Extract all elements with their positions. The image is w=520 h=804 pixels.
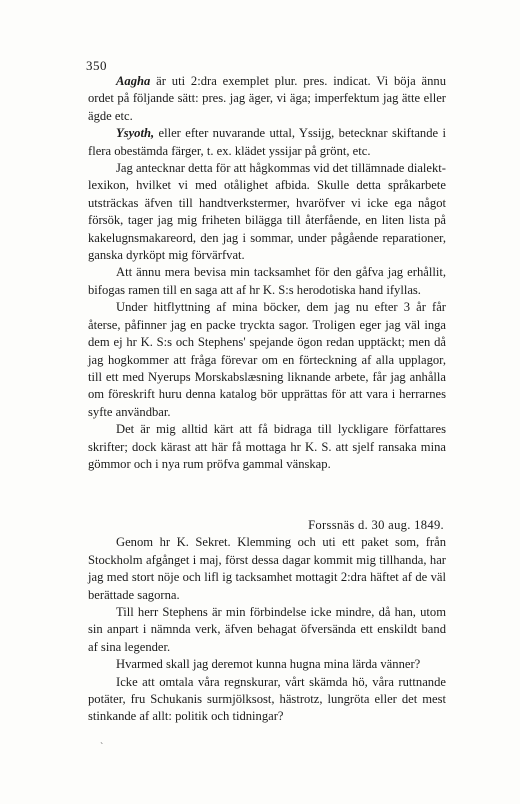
term-ysyoth: Ysyoth, [116, 126, 155, 141]
paragraph-books: Under hitflyttning af mina böcker, dem jag nu efter 3 år får återse, påfinner jag en packe tryckta sagor. Troligen eger jag väl inga dem ej hr K. S:s och Stephens' spejande ögon redan upptäckt; men då jag hogkommer att fråga förevar om en förteckning af alla upplagor, till ett med Nyerups Morskabslæsning liknande arbete, får jag anhålla om föreskrift huru denna katalog bör upprättas för att vara i herrarnes syfte användbar. [88, 300, 446, 419]
stray-mark: ` [100, 742, 104, 753]
paragraph-stephens: Till herr Stephens är min förbindelse icke mindre, då han, utom sin anpart i nämnda verk, äfven behagat öfversända ett enskildt band af sina legender. [88, 605, 446, 654]
paragraph-dialect-lexicon: Jag antecknar detta för att hågkommas vid det tillämnade dialekt-lexikon, hvilket vi med otålighet afbida. Skulle detta språkarbete utsträckas äfven till handtverkstermer, hvaröfver vi icke ega något försök, tager jag mig friheten bilägga till återfående, en liten lista på kakelugnsmakareord, den jag i sommar, under pågående reparationer, ganska dyrköpt mig förvärfvat. [88, 161, 446, 263]
paragraph-ysyoth [88, 125, 446, 160]
paragraph-politics: Icke att omtala våra regnskurar, vårt skämda hö, våra ruttnande potäter, fru Schukanis surmjölksost, hästrotz, lungröta eller det mest stinkande af allt: politik och tidningar? [88, 674, 446, 724]
letter-two-body [88, 517, 446, 726]
dateline-text: Forssnäs d. 30 aug. 1849. [308, 518, 444, 532]
paragraph-closing: Det är mig alltid kärt att få bidraga till lyckligare författares skrifter; dock kärast att här få mottaga hr K. S. att sjelf ransaka mina gömmor och i nya rum pröfva gammal vänskap. [88, 422, 446, 471]
paragraph-text: är uti 2:dra exemplet plur. pres. indicat. Vi böja ännu ordet på följande sätt: pres. jag äger, vi äga; imperfektum jag ätte eller ägde etc. [88, 74, 446, 123]
paragraph-question: Hvarmed skall jag deremot kunna hugna mina lärda vänner? [116, 657, 421, 672]
term-aagha: Aagha [116, 74, 151, 88]
paragraph-text: eller efter nuvarande uttal, Yssijg, betecknar skiftande i flera obestämda färger, t. ex. klädet yssijar på grönt, etc. [88, 126, 446, 158]
paragraph-klemming: Genom hr K. Sekret. Klemming och uti ett paket som, från Stockholm afgånget i maj, först dessa dagar kommit mig tillhanda, har jag med stort nöje och lifl ig tacksamhet mottagit 2:dra häftet af de väl berättade sagorna. [88, 535, 446, 602]
letter-one-body [88, 73, 446, 473]
paragraph-gratitude: Att ännu mera bevisa min tacksamhet för den gåfva jag erhållit, bifogas ramen till en saga att af hr K. S:s herodotiska hand ifyllas. [88, 265, 446, 297]
paragraph-aagha [88, 73, 446, 125]
dateline [88, 517, 446, 534]
page-number: 350 [86, 58, 107, 73]
